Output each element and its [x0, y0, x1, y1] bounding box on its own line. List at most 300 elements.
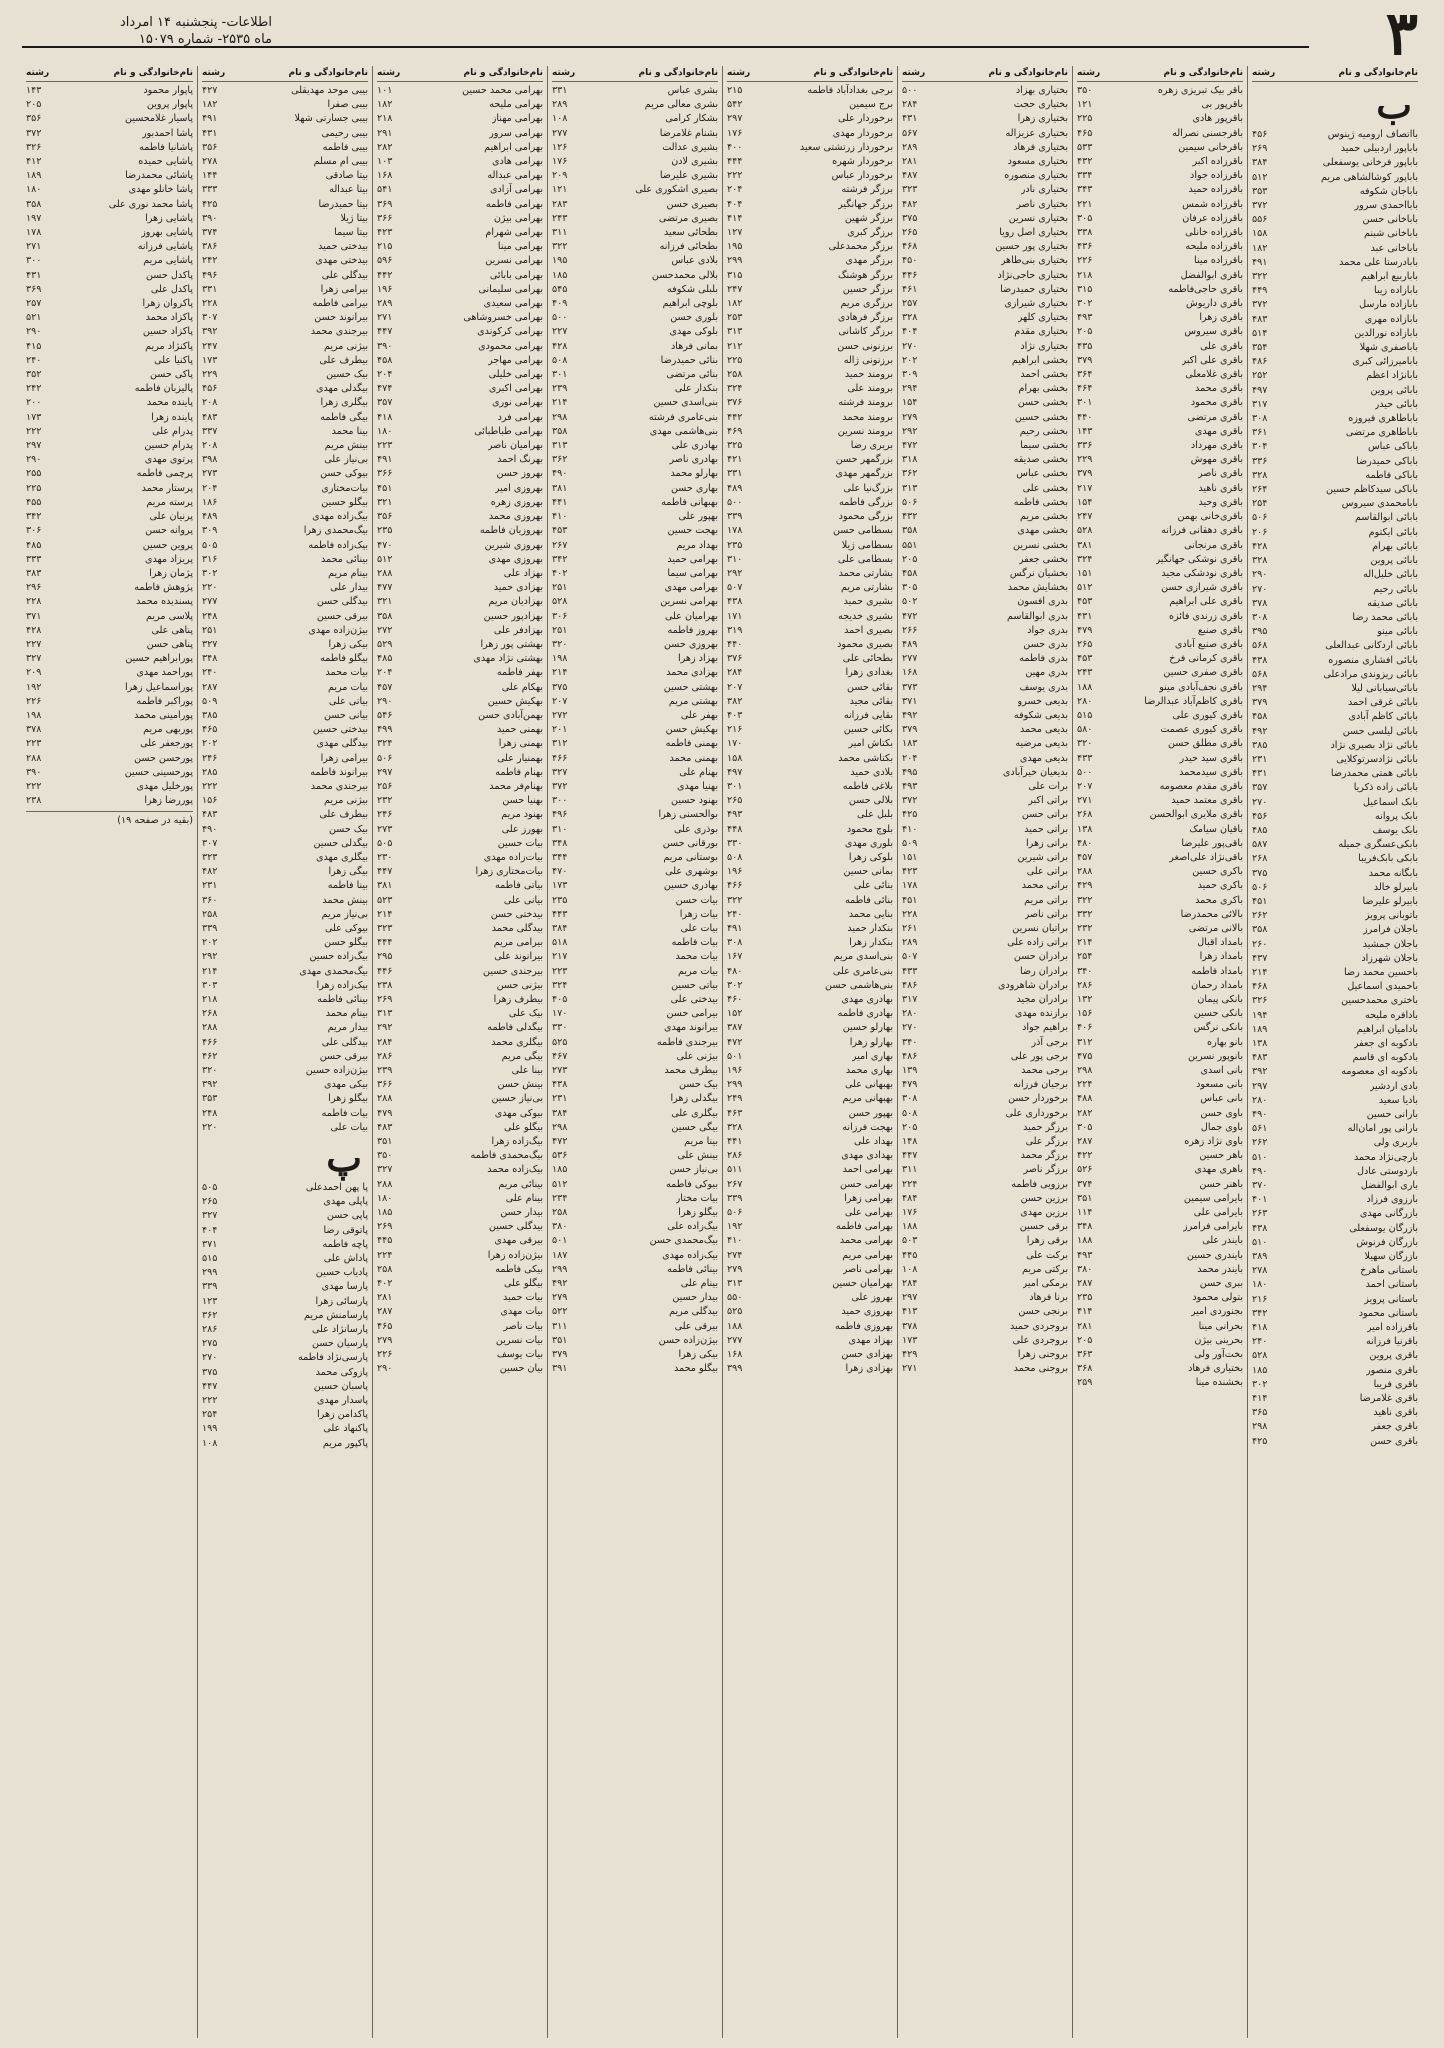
entry-code: ۱۸۹ — [1252, 1023, 1268, 1035]
list-item — [202, 212, 368, 226]
list-item — [1077, 1277, 1243, 1291]
entry-name: باقرزاده امیر — [1366, 1322, 1418, 1334]
entry-code: ۲۳۵ — [1077, 1292, 1093, 1304]
entry-code: ۳۷۹ — [1077, 468, 1093, 480]
entry-code: ۳۹۰ — [26, 766, 42, 778]
list-item — [1077, 879, 1243, 893]
list-item — [727, 879, 893, 893]
list-item — [552, 198, 718, 212]
list-item — [552, 439, 718, 453]
entry-name: بانی مسعود — [1196, 1079, 1243, 1091]
list-item — [552, 1291, 718, 1305]
entry-name: بیدار حسن — [500, 1207, 543, 1219]
entry-name: پاشا محمد نوری علی — [108, 198, 193, 210]
entry-name: باستانی محمود — [1358, 1307, 1418, 1319]
entry-name: بختیاری اصل رویا — [999, 227, 1068, 239]
list-item — [1252, 1108, 1418, 1122]
entry-name: بابائی محمد رضا — [1352, 611, 1418, 623]
list-item — [1252, 142, 1418, 156]
entry-name: بهزاد مهدی — [848, 1334, 893, 1346]
entry-code: ۱۸۹ — [26, 170, 42, 182]
entry-code: ۵۰۶ — [1252, 512, 1268, 524]
list-item — [1252, 1420, 1418, 1434]
list-item — [1077, 1163, 1243, 1177]
entry-code: ۲۱۸ — [377, 113, 393, 125]
list-item — [202, 766, 368, 780]
list-item — [727, 1092, 893, 1106]
entry-code: ۲۱۶ — [727, 724, 743, 736]
list-item — [26, 169, 193, 183]
entry-code: ۲۹۷ — [26, 440, 42, 452]
entry-code: ۲۱۵ — [727, 85, 743, 96]
list-item — [377, 1163, 543, 1177]
list-item — [902, 638, 1068, 652]
entry-name: بیگلو حسن — [324, 937, 368, 949]
entry-code: ۴۶۴ — [1077, 383, 1093, 395]
entry-name: باقرخانی سیمین — [1178, 141, 1243, 153]
entry-name: بروجنی محمد — [1013, 1363, 1068, 1375]
entry-name: برخوردار حسن — [1008, 1093, 1068, 1105]
list-item — [1252, 1122, 1418, 1136]
entry-name: بابائی اردکانی عبدالعلی — [1325, 640, 1418, 652]
entry-code: ۳۱۰ — [727, 553, 743, 565]
entry-name: بهجت حسین — [667, 525, 718, 537]
entry-code: ۱۹۴ — [1252, 1009, 1268, 1021]
entry-code: ۲۹۹ — [727, 1079, 743, 1091]
entry-code: ۲۹۲ — [902, 425, 918, 437]
list-item — [727, 823, 893, 837]
entry-code: ۴۱۸ — [1252, 1322, 1268, 1334]
entry-name: پرستار محمد — [141, 482, 193, 494]
entry-name: بابائی‌سیابانی لیلا — [1351, 682, 1418, 694]
entry-code: ۳۲۷ — [377, 1164, 393, 1176]
list-item — [202, 1351, 368, 1365]
entry-name: باباکی سیدکاظم حسین — [1325, 484, 1418, 496]
entry-code: ۲۸۲ — [1077, 1107, 1093, 1119]
list-item — [1252, 923, 1418, 937]
entry-code: ۲۶۱ — [902, 922, 918, 934]
entry-code: ۲۳۴ — [552, 1192, 568, 1204]
entry-code: ۳۵۴ — [1252, 342, 1268, 354]
entry-code: ۳۰۲ — [1252, 1378, 1268, 1390]
entry-name: بوستانی مریم — [663, 851, 718, 863]
list-item — [377, 183, 543, 197]
entry-name: پورجعفر علی — [140, 738, 193, 750]
list-item — [902, 1291, 1068, 1305]
entry-code: ۲۰۷ — [727, 681, 743, 693]
entry-name: بیژنی حسن — [496, 979, 543, 991]
entry-name: پاکی حسن — [150, 369, 193, 381]
entry-code: ۵۰۸ — [552, 354, 568, 366]
entry-name: پاینده زهرا — [151, 411, 193, 423]
list-item — [377, 354, 543, 368]
entry-name: بیرقی حسین — [316, 610, 368, 622]
entry-name: بیگلو حسین — [321, 496, 368, 508]
entry-name: باقری زرندی فائزه — [1168, 610, 1243, 622]
entry-code: ۴۴۳ — [552, 908, 568, 920]
list-item — [552, 1348, 718, 1362]
list-item — [1252, 980, 1418, 994]
entry-code: ۴۹۲ — [902, 709, 918, 721]
entry-code: ۳۷۲ — [552, 780, 568, 792]
list-item — [902, 1163, 1068, 1177]
entry-name: برزنونی ژاله — [843, 354, 893, 366]
header-name-label: نام‌خانوادگی و نام — [638, 68, 718, 78]
entry-code: ۲۱۸ — [1077, 269, 1093, 281]
list-item — [377, 908, 543, 922]
list-item — [377, 127, 543, 141]
entry-name: بهرامی مهناز — [491, 113, 543, 125]
entry-name: بینائی فاطمه — [667, 1263, 718, 1275]
entry-name: بابازاده نورالدین — [1354, 327, 1418, 339]
list-item — [552, 1064, 718, 1078]
entry-code: ۵۹۶ — [377, 255, 393, 267]
entry-code: ۴۷۹ — [1077, 624, 1093, 636]
entry-name: بیرجندی حسین — [483, 965, 543, 977]
entry-name: بیطرف علی — [319, 809, 368, 821]
entry-name: بینائی محمد — [320, 553, 368, 565]
list-item — [1077, 226, 1243, 240]
entry-name: بهروزی زهره — [490, 496, 543, 508]
entry-code: ۳۱۱ — [552, 227, 568, 239]
entry-code: ۲۲۰ — [202, 1121, 218, 1133]
list-item — [1077, 212, 1243, 226]
entry-code: ۲۸۵ — [202, 766, 218, 778]
list-item — [1252, 128, 1418, 142]
entry-name: باباخانی حسن — [1362, 214, 1418, 226]
entry-name: برومند نسرین — [837, 425, 893, 437]
list-item — [1252, 753, 1418, 767]
entry-code: ۳۵۷ — [1252, 782, 1268, 794]
entry-name: بهمنی حمید — [497, 724, 543, 736]
list-item — [1252, 1207, 1418, 1221]
list-item — [1077, 297, 1243, 311]
entry-name: بیکی مهدی — [323, 1079, 368, 1091]
list-item — [202, 922, 368, 936]
list-item — [727, 1021, 893, 1035]
list-item — [727, 1291, 893, 1305]
list-item — [1252, 1165, 1418, 1179]
entry-name: بختیاری بهزاد — [1015, 85, 1068, 96]
list-item — [552, 396, 718, 410]
entry-name: بکتاش امیر — [848, 738, 893, 750]
entry-code: ۳۵۳ — [202, 1093, 218, 1105]
entry-name: بیان حسین — [499, 1363, 543, 1375]
list-item — [727, 340, 893, 354]
entry-code: ۳۴۲ — [26, 511, 42, 523]
list-item — [1252, 966, 1418, 980]
entry-code: ۴۲۱ — [727, 454, 743, 466]
entry-name: بیوکی فاطمه — [666, 1178, 718, 1190]
entry-name: پارسی‌نژاد فاطمه — [297, 1352, 368, 1364]
entry-name: بابائی ایکتوم — [1368, 526, 1418, 538]
list-item — [26, 496, 193, 510]
entry-code: ۳۹۰ — [202, 212, 218, 224]
entry-code: ۵۴۵ — [552, 283, 568, 295]
list-item — [1077, 254, 1243, 268]
list-item — [1252, 852, 1418, 866]
entry-name: پاسدار مهدی — [316, 1395, 368, 1407]
entry-code: ۴۶۲ — [202, 1050, 218, 1062]
entry-name: بیاتی فاطمه — [494, 880, 543, 892]
list-item — [202, 382, 368, 396]
entry-name: بازرگان فرنوش — [1356, 1236, 1418, 1248]
entry-code: ۳۰۱ — [1077, 397, 1093, 409]
list-item — [1252, 881, 1418, 895]
entry-name: بهنیا حسن — [502, 795, 543, 807]
header-name-label: نام‌خانوادگی و نام — [813, 68, 893, 78]
list-item — [727, 965, 893, 979]
entry-code: ۳۸۱ — [552, 482, 568, 494]
entry-code: ۲۲۹ — [202, 369, 218, 381]
list-item — [1077, 1135, 1243, 1149]
list-item — [727, 1178, 893, 1192]
entry-name: پاپوار پروین — [146, 99, 193, 111]
entry-code: ۴۳۷ — [1252, 952, 1268, 964]
entry-name: باستانی پرویز — [1364, 1293, 1418, 1305]
entry-code: ۲۸۰ — [1252, 1094, 1268, 1106]
entry-code: ۳۷۱ — [902, 695, 918, 707]
entry-code: ۴۸۰ — [727, 965, 743, 977]
list-item — [377, 666, 543, 680]
entry-name: بنکدار علی — [674, 383, 718, 395]
entry-name: بهنام علی — [679, 766, 718, 778]
entry-code: ۳۰۸ — [902, 1093, 918, 1105]
entry-code: ۳۲۲ — [1252, 271, 1268, 283]
column-header — [377, 66, 543, 82]
entry-code: ۳۱۹ — [727, 624, 743, 636]
list-item — [26, 382, 193, 396]
list-item — [202, 723, 368, 737]
list-item — [1252, 909, 1418, 923]
entry-code: ۲۸۸ — [1077, 866, 1093, 878]
entry-name: باقری جعفر — [1371, 1421, 1418, 1433]
list-item — [202, 595, 368, 609]
entry-name: بیگ‌زاده علی — [667, 1221, 718, 1233]
entry-name: بهارلو زهرا — [849, 1036, 893, 1048]
list-item — [727, 382, 893, 396]
list-item — [727, 482, 893, 496]
entry-name: بهبهانی مریم — [842, 1093, 893, 1105]
list-item — [1077, 84, 1243, 98]
entry-name: برزگر علی — [1025, 1136, 1068, 1148]
entry-code: ۵۲۳ — [377, 894, 393, 906]
entry-code: ۲۵۴ — [1077, 951, 1093, 963]
list-item — [552, 965, 718, 979]
entry-code: ۵۵۱ — [902, 539, 918, 551]
entry-name: بجنوردی امیر — [1190, 1306, 1243, 1318]
entry-code: ۱۵۶ — [1077, 1008, 1093, 1020]
entry-name: باکری حسین — [1192, 866, 1243, 878]
list-item — [727, 425, 893, 439]
entry-code: ۲۰۵ — [26, 99, 42, 111]
entry-name: بیگی حسین — [671, 1121, 718, 1133]
entry-code: ۱۴۸ — [902, 1136, 918, 1148]
entry-name: بیوکی علی — [324, 922, 368, 934]
list-item — [1077, 311, 1243, 325]
entry-code: ۱۷۶ — [902, 1207, 918, 1219]
entry-code: ۴۳۱ — [26, 269, 42, 281]
entry-code: ۱۲۳ — [202, 1295, 218, 1307]
entry-name: براتی شیرین — [1017, 851, 1068, 863]
list-item — [202, 1181, 368, 1195]
entry-name: بطحائی فرزانه — [659, 241, 718, 253]
entry-name: بهرامی ملیحه — [489, 99, 543, 111]
list-item — [26, 411, 193, 425]
entry-code: ۳۷۲ — [1252, 299, 1268, 311]
list-item — [902, 1178, 1068, 1192]
entry-code: ۲۱۶ — [1252, 1293, 1268, 1305]
entry-name: باباپور اردبیلی حمید — [1340, 143, 1418, 155]
entry-code: ۳۱۸ — [902, 454, 918, 466]
entry-name: بخشی عباس — [1016, 468, 1068, 480]
entry-code: ۴۲۳ — [902, 866, 918, 878]
list-item — [26, 212, 193, 226]
list-item — [1077, 112, 1243, 126]
entry-code: ۲۵۷ — [26, 298, 42, 310]
list-item — [902, 1320, 1068, 1334]
entry-name: بیگی زهرا — [328, 866, 368, 878]
list-item — [902, 98, 1068, 112]
entry-name: بالائی محمدرضا — [1180, 908, 1243, 920]
list-item — [727, 112, 893, 126]
list-item — [1252, 994, 1418, 1008]
list-item — [902, 1249, 1068, 1263]
list-item — [902, 1007, 1068, 1021]
list-item — [902, 240, 1068, 254]
entry-code: ۴۷۴ — [377, 383, 393, 395]
entry-code: ۳۹۲ — [202, 1079, 218, 1091]
entry-name: باربری ولی — [1373, 1137, 1418, 1149]
entry-code: ۲۰۵ — [902, 553, 918, 565]
entry-code: ۱۶۸ — [377, 170, 393, 182]
entry-name: بشیری لادن — [671, 156, 718, 168]
entry-name: بارچی‌نژاد محمد — [1353, 1151, 1418, 1163]
entry-code: ۲۹۷ — [1252, 1080, 1268, 1092]
entry-name: براتی محمد — [1021, 880, 1068, 892]
list-item — [377, 84, 543, 98]
entry-code: ۳۵۶ — [202, 141, 218, 153]
entry-code: ۳۸۱ — [377, 880, 393, 892]
list-item — [1252, 540, 1418, 554]
entry-code: ۲۹۹ — [727, 255, 743, 267]
list-item — [202, 1295, 368, 1309]
list-item — [377, 624, 543, 638]
entry-code: ۲۷۲ — [552, 709, 568, 721]
list-item — [1077, 1078, 1243, 1092]
list-item — [727, 950, 893, 964]
entry-name: بیبی رحیمی — [321, 127, 368, 139]
list-item — [552, 950, 718, 964]
entry-name: بهرامی سلیمانی — [478, 283, 543, 295]
list-item — [26, 439, 193, 453]
list-item — [1252, 1335, 1418, 1349]
entry-code: ۵۱۰ — [1252, 1236, 1268, 1248]
entry-code: ۳۱۳ — [727, 1278, 743, 1290]
entry-code: ۲۰۵ — [1077, 326, 1093, 338]
entry-code: ۳۹۲ — [1252, 1066, 1268, 1078]
list-item — [552, 1277, 718, 1291]
entry-code: ۳۶۹ — [377, 198, 393, 210]
entry-name: بیگی فاطمه — [320, 411, 368, 423]
entry-code: ۱۵۴ — [902, 397, 918, 409]
header-name-label: نام‌خانوادگی و نام — [113, 68, 193, 78]
list-item — [552, 496, 718, 510]
list-item — [552, 1050, 718, 1064]
newspaper-date: اطلاعات- پنجشنبه ۱۴ امرداد — [119, 15, 272, 30]
list-item — [377, 766, 543, 780]
entry-name: بهفر فاطمه — [496, 667, 543, 679]
list-item — [727, 1277, 893, 1291]
entry-code: ۴۸۵ — [377, 653, 393, 665]
list-item — [1077, 98, 1243, 112]
entry-code: ۲۲۲ — [202, 1395, 218, 1407]
entry-name: باقری زهرا — [1199, 312, 1243, 324]
entry-code: ۴۸۰ — [1077, 837, 1093, 849]
entry-code: ۲۵۸ — [552, 1207, 568, 1219]
entry-name: بیرانوند علی — [494, 951, 543, 963]
entry-code: ۲۶۲ — [1252, 910, 1268, 922]
entry-code: ۴۴۲ — [727, 411, 743, 423]
continued-note: (بقیه در صفحه ۱۹) — [26, 811, 193, 828]
entry-code: ۴۳۵ — [1077, 340, 1093, 352]
entry-code: ۳۳۳ — [26, 553, 42, 565]
list-item — [202, 1107, 368, 1121]
list-item — [1252, 824, 1418, 838]
list-item — [202, 553, 368, 567]
list-item — [727, 1007, 893, 1021]
entry-code: ۳۳۹ — [202, 1281, 218, 1293]
entry-name: بیتا حمیدرضا — [318, 198, 368, 210]
entry-code: ۲۴۸ — [202, 610, 218, 622]
entry-name: باقری مهوش — [1190, 454, 1243, 466]
entry-code: ۳۷۹ — [902, 724, 918, 736]
list-item — [1252, 1151, 1418, 1165]
entry-name: بلالی محمدحسن — [651, 269, 718, 281]
entry-code: ۴۷۹ — [377, 1107, 393, 1119]
list-item — [377, 936, 543, 950]
entry-code: ۴۸۹ — [202, 511, 218, 523]
list-item — [902, 1277, 1068, 1291]
list-item — [552, 1192, 718, 1206]
list-item — [552, 851, 718, 865]
entry-code: ۱۷۶ — [552, 156, 568, 168]
entry-code: ۳۲۳ — [377, 922, 393, 934]
entry-code: ۳۲۸ — [727, 1121, 743, 1133]
entry-name: بیکی زهرا — [328, 638, 368, 650]
header-code-label: رشته — [1077, 68, 1101, 78]
entry-name: بلوکی زهرا — [848, 851, 893, 863]
entry-code: ۵۰۳ — [902, 1235, 918, 1247]
entry-code: ۴۹۰ — [552, 468, 568, 480]
list-item — [902, 752, 1068, 766]
list-item — [727, 1121, 893, 1135]
entry-name: بابائی زاده ذکریا — [1353, 782, 1418, 794]
entry-code: ۳۷۰ — [1252, 1180, 1268, 1192]
entry-name: پوراکبر فاطمه — [136, 695, 193, 707]
list-item — [552, 127, 718, 141]
entry-name: بهرامی علی — [844, 1207, 893, 1219]
entry-code: ۴۳۱ — [202, 127, 218, 139]
entry-name: باقری محمود — [1190, 397, 1243, 409]
entry-code: ۲۲۴ — [377, 1249, 393, 1261]
entry-code: ۲۲۲ — [727, 170, 743, 182]
entry-code: ۱۴۴ — [202, 170, 218, 182]
entry-name: بیدختی حسین — [312, 724, 368, 736]
entry-code: ۳۰۶ — [26, 525, 42, 537]
entry-code: ۳۱۶ — [202, 553, 218, 565]
entry-code: ۱۸۰ — [377, 425, 393, 437]
